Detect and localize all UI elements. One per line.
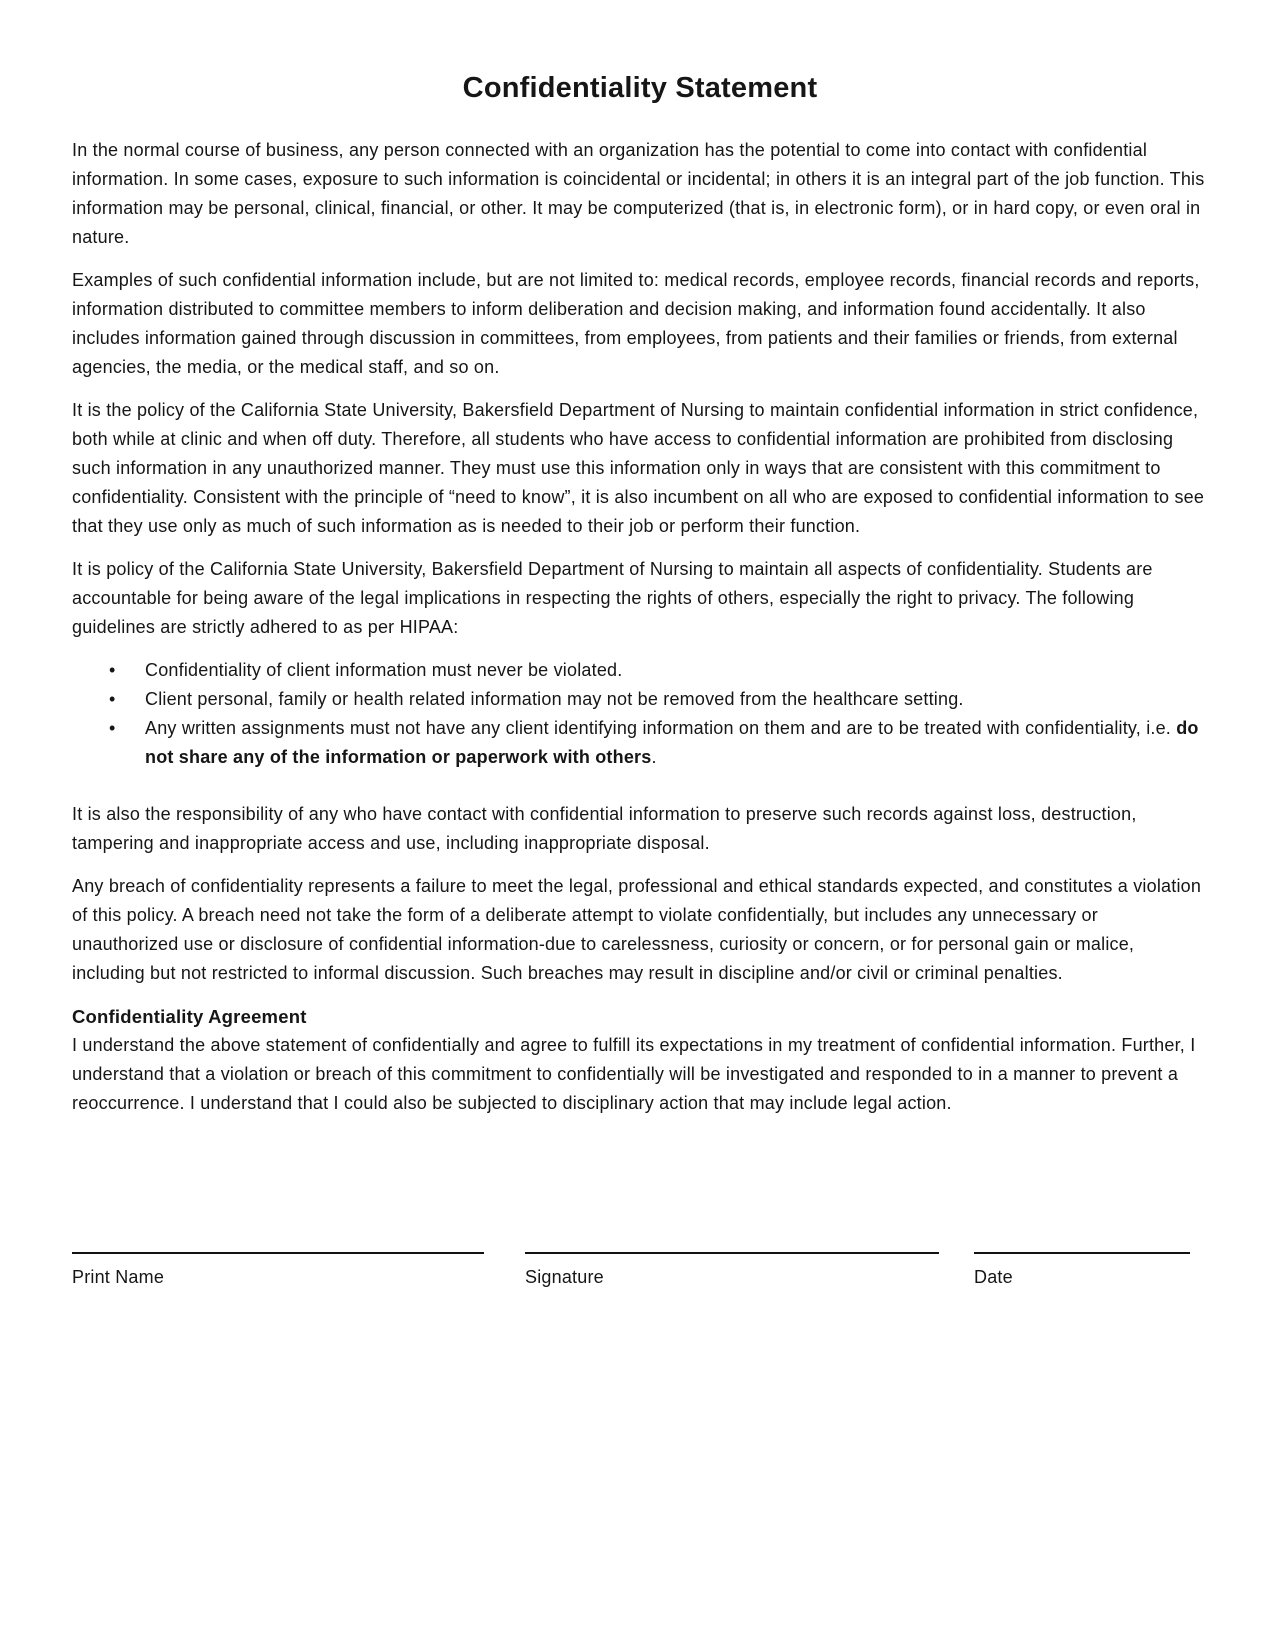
signature-field: [525, 1252, 939, 1289]
policy-paragraph: It is the policy of the California State University, Bakersfield Department of Nursing to maintain confidential information in strict confidence, both while at clinic and when off duty. Therefore, all students who have access to confidential information are prohibited from disclosing such information in any unauthorized manner. They must use this information only in ways that are consistent with this commitment to confidentiality. Consistent with the principle of “need to know”, it is also incumbent on all who are exposed to confidential information to see that they use only as much of such information as is needed to their job or perform their function.: [72, 400, 1205, 536]
guideline-text: Confidentiality of client information must never be violated.: [145, 660, 623, 680]
signature-label: Signature: [525, 1267, 604, 1287]
date-field: [974, 1252, 1190, 1289]
signature-line: [525, 1252, 939, 1254]
intro-paragraph: In the normal course of business, any person connected with an organization has the potential to come into contact with confidential information. In some cases, exposure to such information is coincidental or incidental; in others it is an integral part of the job function. This information may be personal, clinical, financial, or other. It may be computerized (that is, in electronic form), or in hard copy, or even oral in nature.: [72, 140, 1205, 247]
page-title: Confidentiality Statement: [462, 72, 818, 104]
guideline-bold-text: do not share any of the information or paperwork with others: [145, 718, 1199, 767]
breach-paragraph: Any breach of confidentiality represents a failure to meet the legal, professional and ethical standards expected, and constitutes a violation of this policy. A breach need not take the form of a deliberate attempt to violate confidentially, but includes any unnecessary or unauthorized use or disclosure of confidential information-due to carelessness, curiosity or concern, or for personal gain or malice, including but not restricted to informal discussion. Such breaches may result in discipline and/or civil or criminal penalties.: [72, 876, 1202, 983]
agreement-heading: Confidentiality Agreement: [72, 1006, 307, 1027]
guideline-text: Client personal, family or health related information may not be removed from the healthcare setting.: [145, 689, 964, 709]
guideline-text-suffix: .: [651, 747, 657, 767]
guideline-item: [72, 685, 1208, 714]
hipaa-guidelines-paragraph: It is policy of the California State University, Bakersfield Department of Nursing to maintain all aspects of confidentiality. Students are accountable for being aware of the legal implications in respecting the rights of others, especially the right to privacy. The following guidelines are strictly adhered to as per HIPAA:: [72, 559, 1153, 637]
guideline-item: [72, 714, 1208, 772]
date-label: Date: [974, 1267, 1013, 1287]
guideline-text: Any written assignments must not have any client identifying information on them and are to be treated with confidentiality, i.e.: [145, 718, 1177, 738]
signature-section: [72, 1252, 1208, 1289]
responsibility-paragraph: It is also the responsibility of any who have contact with confidential information to preserve such records against loss, destruction, tampering and inappropriate access and use, including inappropriate disposal.: [72, 804, 1137, 853]
print-name-field: [72, 1252, 484, 1289]
guidelines-list: [72, 656, 1208, 772]
print-name-line: [72, 1252, 484, 1254]
agreement-paragraph: I understand the above statement of confidentially and agree to fulfill its expectations in my treatment of confidential information. Further, I understand that a violation or breach of this commitment to confidentially will be investigated and responded to in a manner to prevent a reoccurrence. I understand that I could also be subjected to disciplinary action that may include legal action.: [72, 1035, 1196, 1113]
print-name-label: Print Name: [72, 1267, 165, 1287]
guideline-item: [72, 656, 1208, 685]
date-line: [974, 1252, 1190, 1254]
examples-paragraph: Examples of such confidential information include, but are not limited to: medical records, employee records, financial records and reports, information distributed to committee members to inform deliberation and decision making, and information found accidentally. It also includes information gained through discussion in committees, from employees, from patients and their families or friends, from external agencies, the media, or the medical staff, and so on.: [72, 270, 1200, 377]
